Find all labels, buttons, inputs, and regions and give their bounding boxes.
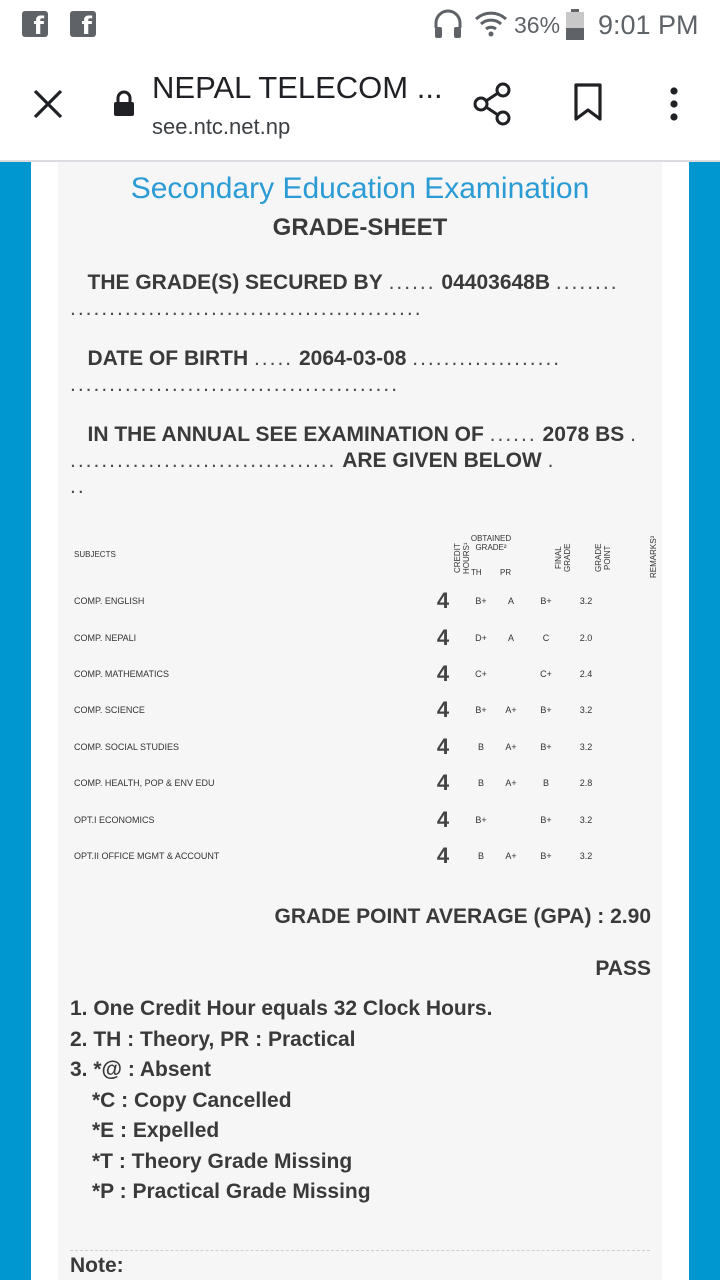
exam-label: IN THE ANNUAL SEE EXAMINATION OF — [87, 423, 484, 446]
facebook-icon: f — [22, 11, 48, 37]
theory-grade-cell: B — [477, 778, 484, 789]
battery-percent: 36% — [514, 12, 561, 38]
header-remarks: REMARKS³ — [649, 535, 658, 579]
final-grade-cell: B — [542, 778, 549, 789]
given-below-label: ARE GIVEN BELOW — [342, 449, 542, 472]
status-bar — [0, 0, 720, 50]
practical-grade-cell: A+ — [505, 778, 517, 789]
theory-grade-cell: B+ — [475, 705, 487, 716]
table-row — [70, 619, 656, 655]
subject-cell: COMP. NEPALI — [74, 632, 137, 643]
bookmark-icon[interactable] — [572, 82, 604, 122]
grade-point-cell: 2.0 — [579, 632, 593, 643]
final-grade-cell: C — [542, 632, 550, 643]
practical-grade-cell — [496, 801, 526, 837]
table-row — [70, 765, 656, 801]
credit-hours-cell: 4 — [436, 697, 450, 723]
facebook-icon: f — [70, 11, 96, 37]
subject-cell: COMP. HEALTH, POP & ENV EDU — [74, 778, 215, 789]
page-title: NEPAL TELECOM ... — [152, 70, 443, 105]
result-status: PASS — [595, 957, 651, 980]
credit-hours-cell: 4 — [436, 624, 450, 650]
grade-sheet — [58, 162, 662, 1280]
subject-cell: COMP. SCIENCE — [74, 705, 145, 716]
practical-grade-cell: A+ — [505, 705, 517, 716]
grade-point-cell: 3.2 — [579, 705, 593, 716]
footnote: 2. TH : Theory, PR : Practical — [70, 1027, 356, 1051]
grade-point-cell: 3.2 — [579, 850, 593, 861]
subject-cell: OPT.II OFFICE MGMT & ACCOUNT — [74, 850, 220, 861]
final-grade-cell: B+ — [540, 705, 552, 716]
grade-sheet-title: GRADE-SHEET — [272, 214, 448, 241]
practical-grade-cell: A — [507, 632, 514, 643]
battery-icon — [564, 8, 586, 42]
table-row — [70, 838, 656, 874]
final-grade-cell: B+ — [540, 596, 552, 607]
footnote: 1. One Credit Hour equals 32 Clock Hours. — [70, 997, 493, 1020]
remarks-cell — [606, 583, 656, 619]
grade-point-cell: 3.2 — [579, 741, 593, 752]
remarks-cell — [606, 619, 656, 655]
footnote: 3. *@ : Absent — [70, 1058, 212, 1081]
remarks-cell — [606, 838, 656, 874]
close-icon[interactable] — [30, 86, 66, 122]
dots-line: .. — [70, 475, 86, 498]
final-grade-cell: B+ — [540, 850, 552, 861]
dob-line: DATE OF BIRTH ..... 2064-03-08 ................... — [87, 347, 562, 370]
subject-cell: OPT.I ECONOMICS — [74, 814, 155, 825]
final-grade-cell: B+ — [540, 814, 552, 825]
note-label: Note: — [70, 1254, 124, 1277]
web-page[interactable] — [0, 162, 720, 1280]
credit-hours-cell: 4 — [436, 733, 450, 759]
final-grade-cell: B+ — [540, 741, 552, 752]
remarks-cell — [606, 765, 656, 801]
divider — [70, 1250, 650, 1251]
grade-point-cell: 2.8 — [579, 778, 593, 789]
remarks-cell — [606, 692, 656, 728]
exam-heading: Secondary Education Examination — [130, 172, 590, 205]
clock: 9:01 PM — [598, 10, 699, 40]
credit-hours-cell: 4 — [436, 770, 450, 796]
credit-hours-cell: 4 — [436, 660, 450, 686]
dots-line: ............................................. — [70, 297, 423, 320]
share-icon[interactable] — [472, 82, 512, 126]
table-row — [70, 692, 656, 728]
table-row — [70, 583, 656, 619]
gpa: GRADE POINT AVERAGE (GPA) : 2.90 — [274, 905, 651, 928]
footnote: *P : Practical Grade Missing — [92, 1180, 371, 1203]
wifi-icon — [474, 8, 508, 40]
date-of-birth: 2064-03-08 — [299, 347, 407, 370]
content-card — [31, 162, 689, 1280]
theory-grade-cell: B+ — [475, 814, 487, 825]
more-options-icon[interactable] — [668, 86, 680, 122]
theory-grade-cell: D+ — [475, 632, 487, 643]
remarks-cell — [606, 656, 656, 692]
theory-grade-cell: C+ — [475, 668, 487, 679]
remarks-cell — [606, 729, 656, 765]
exam-year: 2078 BS — [542, 423, 625, 446]
dots-line: .......................................... — [70, 373, 400, 396]
credit-hours-cell: 4 — [436, 842, 450, 868]
table-row — [70, 656, 656, 692]
table-row — [70, 801, 656, 837]
exam-year-line: IN THE ANNUAL SEE EXAMINATION OF ...... 2078 BS . — [87, 423, 638, 446]
grade-point-cell: 2.4 — [579, 668, 593, 679]
lock-icon — [112, 90, 136, 118]
header-pr: PR — [500, 568, 512, 577]
credit-hours-cell: 4 — [436, 588, 450, 614]
table-row — [70, 729, 656, 765]
header-credit-hours: CREDIT HOURS¹ — [453, 542, 471, 574]
symbol-number: 04403648B — [441, 271, 551, 294]
header-obtained-grade: OBTAINED GRADE² — [470, 534, 512, 552]
subject-cell: COMP. ENGLISH — [74, 596, 145, 607]
grades-table — [70, 583, 656, 874]
practical-grade-cell: A — [507, 596, 514, 607]
header-subjects: SUBJECTS — [74, 550, 116, 559]
theory-grade-cell: B+ — [475, 596, 487, 607]
given-below-line: .................................. ARE GIVEN BELOW . — [70, 449, 556, 472]
secured-by-label: THE GRADE(S) SECURED BY — [87, 271, 383, 294]
remarks-cell — [606, 801, 656, 837]
credit-hours-cell: 4 — [436, 806, 450, 832]
grade-point-cell: 3.2 — [579, 596, 593, 607]
header-final-grade: FINAL GRADE — [554, 543, 572, 573]
custom-tab-toolbar — [0, 50, 720, 160]
footnotes — [70, 994, 492, 1208]
theory-grade-cell: B — [477, 850, 484, 861]
practical-grade-cell: A+ — [505, 850, 517, 861]
subject-cell: COMP. SOCIAL STUDIES — [74, 741, 180, 752]
practical-grade-cell: A+ — [505, 741, 517, 752]
secured-by-line: THE GRADE(S) SECURED BY ...... 04403648B ........ — [87, 271, 619, 294]
subject-cell: COMP. MATHEMATICS — [74, 668, 170, 679]
dob-label: DATE OF BIRTH — [87, 347, 249, 370]
footnote: *C : Copy Cancelled — [92, 1088, 292, 1112]
header-th: TH — [471, 568, 482, 577]
practical-grade-cell — [496, 656, 526, 692]
headset-icon — [432, 8, 464, 42]
grade-point-cell: 3.2 — [579, 814, 593, 825]
footnote: *T : Theory Grade Missing — [92, 1149, 353, 1173]
final-grade-cell: C+ — [540, 668, 552, 679]
header-grade-point: GRADE POINT — [594, 543, 612, 573]
footnote: *E : Expelled — [92, 1119, 220, 1142]
page-url: see.ntc.net.np — [152, 114, 291, 139]
theory-grade-cell: B — [477, 741, 484, 752]
